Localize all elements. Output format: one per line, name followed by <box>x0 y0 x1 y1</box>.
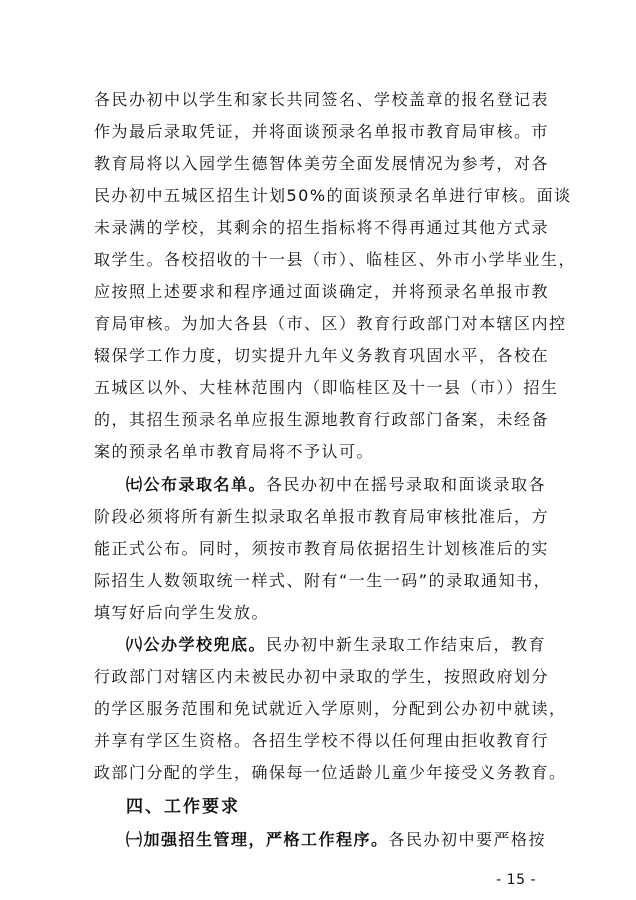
paragraph-2-lead: ㈦公布录取名单。 <box>126 475 267 494</box>
paragraph-3-line-5: 政部门分配的学生，确保每一位适龄儿童少年接受义务教育。 <box>94 763 567 782</box>
paragraph-1-line-2: 作为最后录取凭证，并将面谈预录名单报市教育局审核。市 <box>94 122 550 141</box>
paragraph-3-line-2: 行政部门对辖区内未被民办初中录取的学生，按照政府划分 <box>94 667 550 686</box>
paragraph-1-line-6: 取学生。各校招收的十一县（市）、临桂区、外市小学毕业生， <box>94 250 577 269</box>
paragraph-1-line-8: 育局审核。为加大各县（市、区）教育行政部门对本辖区内控 <box>94 314 567 333</box>
paragraph-4-first-line-text: 各民办初中要严格按 <box>388 830 547 849</box>
paragraph-1-line-12: 案的预录名单市教育局将不予认可。 <box>94 442 375 461</box>
paragraph-3-line-3: 的学区服务范围和免试就近入学原则，分配到公办初中就读， <box>94 699 567 718</box>
paragraph-1-line-9: 辍保学工作力度，切实提升九年义务教育巩固水平，各校在 <box>94 346 550 365</box>
paragraph-2-line-1 <box>126 469 546 501</box>
paragraph-2-line-5: 填写好后向学生发放。 <box>94 603 270 622</box>
paragraph-1-line-5: 未录满的学校，其剩余的招生指标将不得再通过其他方式录 <box>94 218 550 237</box>
paragraph-3-lead: ㈧公办学校兜底。 <box>126 635 267 654</box>
paragraph-2-line-2: 阶段必须将所有新生拟录取名单报市教育局审核批准后，方 <box>94 507 550 526</box>
paragraph-4-lead: ㈠加强招生管理，严格工作程序。 <box>126 830 389 849</box>
paragraph-1-line-11: 的，其招生预录名单应报生源地教育行政部门备案，未经备 <box>94 410 550 429</box>
paragraph-1-line-1: 各民办初中以学生和家长共同签名、学校盖章的报名登记表 <box>94 90 550 109</box>
paragraph-2-first-line-text: 各民办初中在摇号录取和面谈录取各 <box>266 475 547 494</box>
paragraph-1-line-10: 五城区以外、大桂林范围内（即临桂区及十一县（市））招生 <box>94 378 559 397</box>
paragraph-3-line-1 <box>126 629 546 661</box>
paragraph-1-line-4: 民办初中五城区招生计划50%的面谈预录名单进行审核。面谈 <box>94 186 572 205</box>
page-number: - 15 - <box>496 872 536 888</box>
paragraph-2-line-3: 能正式公布。同时，须按市教育局依据招生计划核准后的实 <box>94 539 550 558</box>
paragraph-1-line-3: 教育局将以入园学生德智体美劳全面发展情况为参考，对各 <box>94 154 550 173</box>
section-heading: 四、工作要求 <box>126 797 240 817</box>
paragraph-3-line-4: 并享有学区生资格。各招生学校不得以任何理由拒收教育行 <box>94 731 550 750</box>
paragraph-3-first-line-text: 民办初中新生录取工作结束后，教育 <box>266 635 547 654</box>
paragraph-1-line-7: 应按照上述要求和程序通过面谈确定，并将预录名单报市教 <box>94 282 550 301</box>
paragraph-2-line-4: 际招生人数领取统一样式、附有“一生一码”的录取通知书， <box>94 571 552 590</box>
paragraph-4-line-1 <box>126 824 546 856</box>
